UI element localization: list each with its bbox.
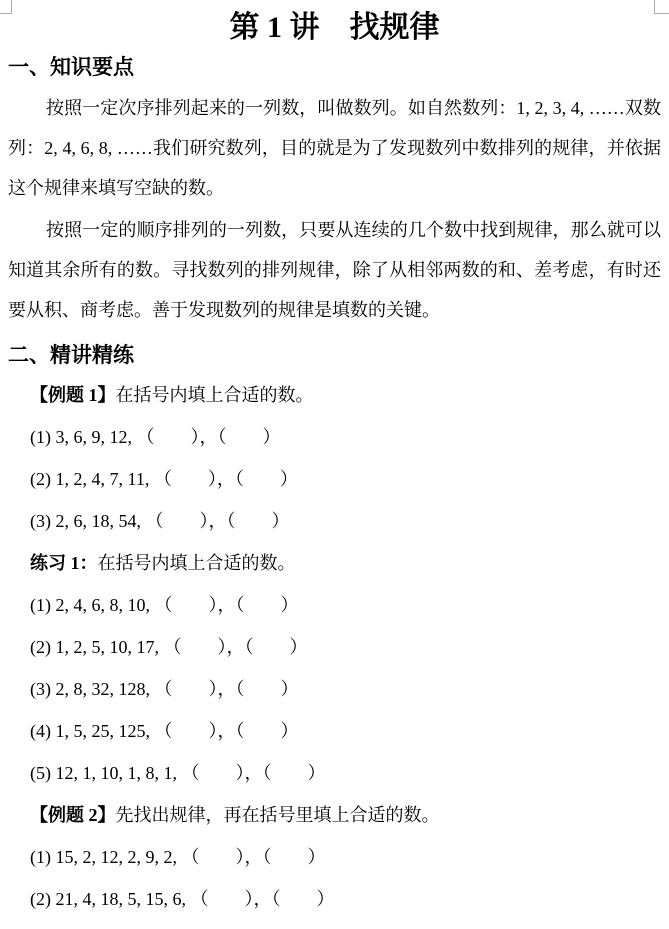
- example-2-header: [8, 794, 661, 836]
- section-heading-drill: 二、精讲精练: [8, 343, 134, 367]
- practice-1-item-2: (2) 1, 2, 5, 10, 17, （ ），（ ）: [30, 637, 308, 657]
- knowledge-paragraph-1: 按照一定次序排列起来的一列数，叫做数列。如自然数列：1, 2, 3, 4, ……双数列：2, 4, 6, 8, ……我们研究数列，目的就是为了发现数列中数排列的规律，并依据这个规律来填写空缺的数。: [8, 98, 661, 198]
- text-boundary-mark-top-right: [654, 0, 669, 14]
- practice-1-label: 练习 1：: [30, 553, 98, 573]
- page-title: 第 1 讲 找规律: [229, 11, 440, 44]
- example-1-item-3: (3) 2, 6, 18, 54, （ ），（ ）: [30, 511, 290, 531]
- example-1-item-2: (2) 1, 2, 4, 7, 11, （ ），（ ）: [30, 469, 298, 489]
- example-2-label: 【例题 2】: [30, 805, 116, 825]
- practice-1-item-4: (4) 1, 5, 25, 125, （ ），（ ）: [30, 721, 299, 741]
- example-1-label: 【例题 1】: [30, 385, 116, 405]
- practice-1-item-1: (1) 2, 4, 6, 8, 10, （ ），（ ）: [30, 595, 299, 615]
- text-boundary-mark-top-left: [0, 0, 12, 14]
- example-2-item-1: (1) 15, 2, 12, 2, 9, 2, （ ），（ ）: [30, 847, 326, 867]
- example-1-intro: 在括号内填上合适的数。: [115, 385, 314, 405]
- practice-1-item-3: (3) 2, 8, 32, 128, （ ），（ ）: [30, 679, 299, 699]
- example-2-intro: 先找出规律，再在括号里填上合适的数。: [115, 805, 440, 825]
- practice-1-item-5: (5) 12, 1, 10, 1, 8, 1, （ ），（ ）: [30, 763, 326, 783]
- practice-1-intro: 在括号内填上合适的数。: [97, 553, 296, 573]
- example-1-header: [8, 374, 661, 416]
- practice-1-header: [8, 542, 661, 584]
- example-2-item-2: (2) 21, 4, 18, 5, 15, 6, （ ），（ ）: [30, 889, 335, 909]
- example-1-item-1: (1) 3, 6, 9, 12, （ ），（ ）: [30, 427, 281, 447]
- knowledge-paragraph-2: 按照一定的顺序排列的一列数，只要从连续的几个数中找到规律，那么就可以知道其余所有的数。寻找数列的排列规律，除了从相邻两数的和、差考虑，有时还要从积、商考虑。善于发现数列的规律是填数的关键。: [8, 220, 661, 320]
- section-heading-knowledge: 一、知识要点: [8, 55, 134, 79]
